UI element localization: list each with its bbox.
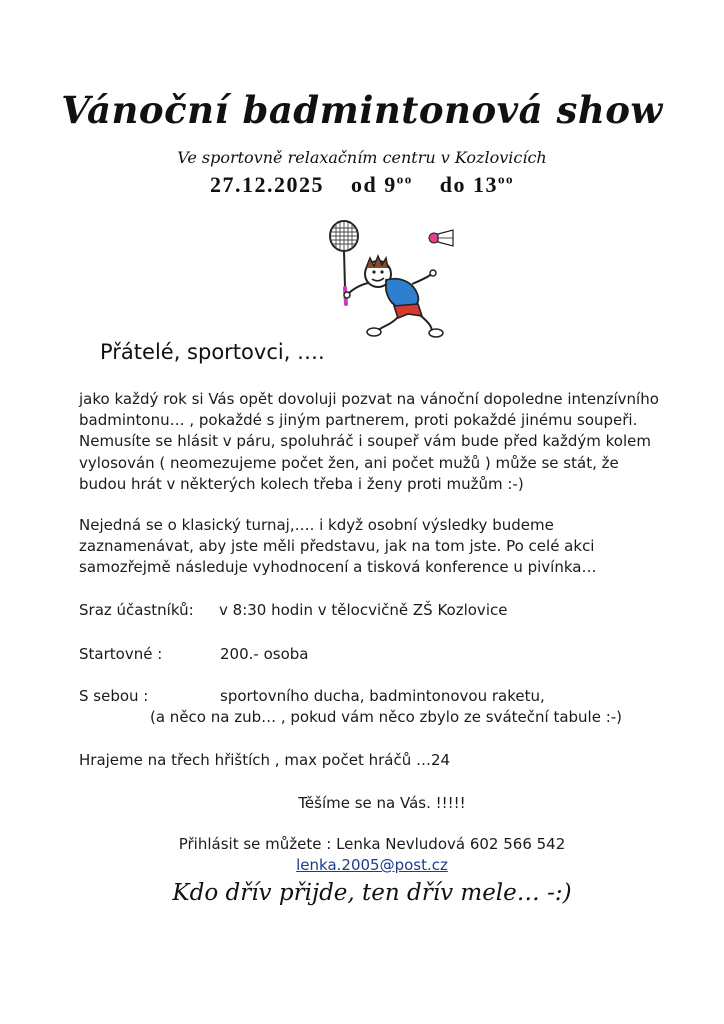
- badminton-player-illustration: [322, 218, 460, 340]
- event-end: do $13^{oo}$: [439, 172, 514, 198]
- racket-icon: [330, 221, 358, 304]
- event-date-time: [0, 172, 724, 198]
- tournament-paragraph: Nejedná se o klasický turnaj,…. i když osobní výsledky budeme zaznamenávat, aby jste měli představu, jak na tom jste. Po celé akci samozřejmě následuje vyhodnocení a tisková konference u pivínka…: [79, 516, 597, 577]
- meeting-label: Sraz účastníků:: [79, 601, 194, 619]
- greeting: Přátelé, sportovci, ….: [100, 340, 325, 364]
- shuttlecock-icon: [429, 230, 453, 246]
- intro-paragraph: jako každý rok si Vás opět dovoluji pozvat na vánoční dopoledne intenzívního badmintonu… , pokaždé s jiným partnerem, proti pokaždé jinému soupeři. Nemusíte se hlásit v páru, spoluhráč i soupeř vám bude před každým kolem vylosován ( neomezujeme počet žen, ani počet mužů ) může se stát, že budou hrát v některých kolech třeba i ženy proti mužům :-): [79, 390, 659, 493]
- email-link[interactable]: lenka.2005@post.cz: [296, 856, 448, 874]
- email-row: [10, 856, 724, 874]
- fee-label: Startovné :: [79, 645, 163, 663]
- fee-value: 200.- osoba: [220, 645, 309, 663]
- signup-contact: Přihlásit se můžete : Lenka Nevludová 602 566 542: [178, 835, 566, 853]
- looking-forward: Těšíme se na Vás. !!!!!: [298, 794, 466, 812]
- bring-value-extra: (a něco na zub… , pokud vám něco zbylo ze sváteční tabule :-): [150, 708, 623, 726]
- closing-slogan: Kdo dřív přijde, ten dřív mele… -:): [172, 880, 572, 906]
- event-start: od $9^{oo}$: [351, 172, 413, 198]
- event-date: 27.12.2025: [210, 172, 324, 198]
- bring-value: sportovního ducha, badmintonovou raketu,: [220, 687, 545, 705]
- subtitle: Ve sportovně relaxačním centru v Kozlovicích: [177, 148, 547, 167]
- bring-label: S sebou :: [79, 687, 149, 705]
- page-title: Vánoční badmintonová show: [61, 88, 663, 132]
- meeting-value: v 8:30 hodin v tělocvičně ZŠ Kozlovice: [219, 601, 508, 619]
- courts-info: Hrajeme na třech hřištích , max počet hráčů …24: [79, 751, 451, 769]
